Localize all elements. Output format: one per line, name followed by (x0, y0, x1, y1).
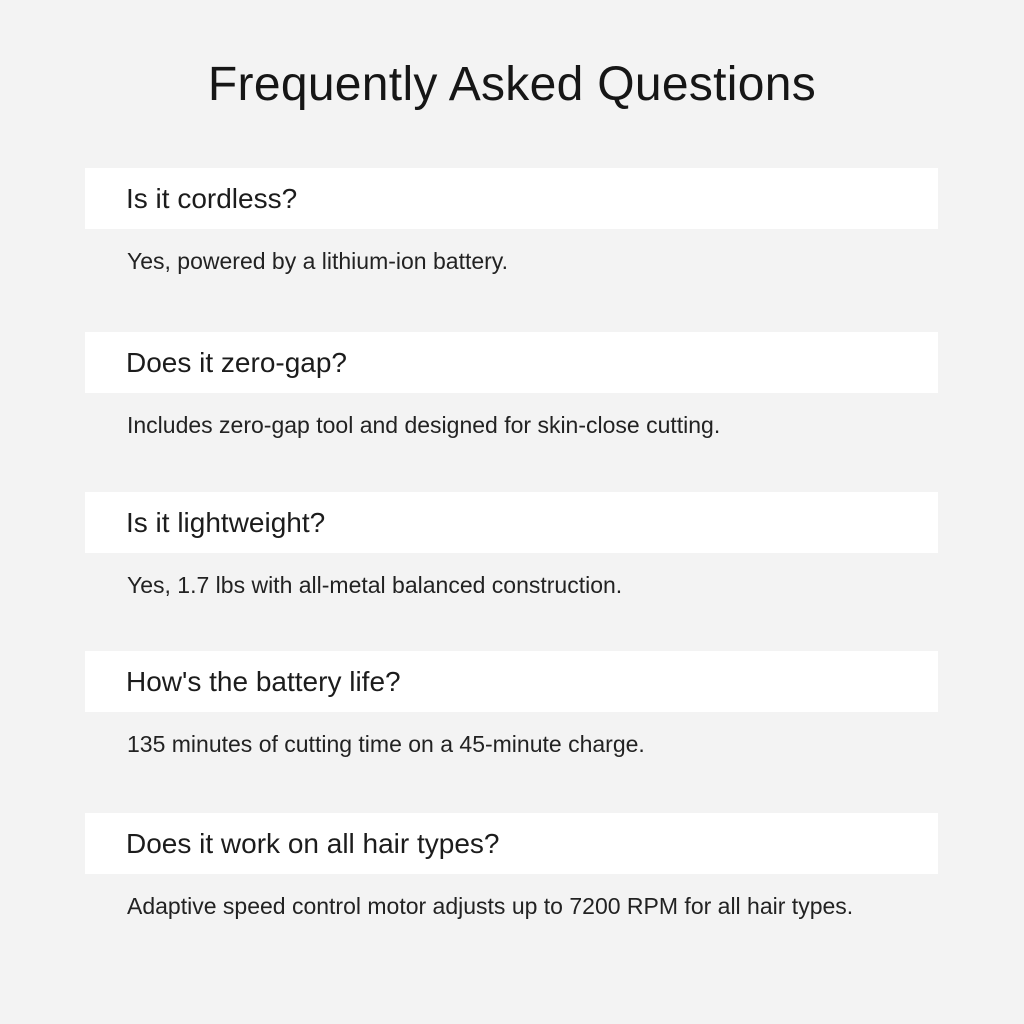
faq-answer-text: Includes zero-gap tool and designed for skin-close cutting. (127, 412, 721, 438)
faq-answer-text: Yes, 1.7 lbs with all-metal balanced construction. (127, 572, 623, 598)
faq-item-cordless (85, 168, 938, 276)
faq-question-text: Is it lightweight? (126, 506, 326, 538)
faq-answer-text: Adaptive speed control motor adjusts up to 7200 RPM for all hair types. (127, 893, 854, 919)
faq-question-text: Is it cordless? (126, 182, 298, 214)
faq-question-lightweight[interactable] (85, 492, 938, 553)
faq-answer-text: Yes, powered by a lithium-ion battery. (127, 248, 508, 274)
faq-item-lightweight (85, 492, 938, 600)
faq-question-cordless[interactable] (85, 168, 938, 229)
faq-question-battery-life[interactable] (85, 651, 938, 712)
page-title: Frequently Asked Questions (207, 58, 817, 111)
faq-question-text: Does it zero-gap? (126, 346, 348, 378)
faq-question-hair-types[interactable] (85, 813, 938, 874)
faq-item-hair-types (85, 813, 938, 921)
faq-answer-text: 135 minutes of cutting time on a 45-minute charge. (127, 731, 645, 757)
faq-item-zero-gap (85, 332, 938, 440)
faq-question-text: How's the battery life? (126, 665, 401, 697)
faq-question-zero-gap[interactable] (85, 332, 938, 393)
faq-item-battery-life (85, 651, 938, 759)
faq-question-text: Does it work on all hair types? (126, 827, 500, 859)
